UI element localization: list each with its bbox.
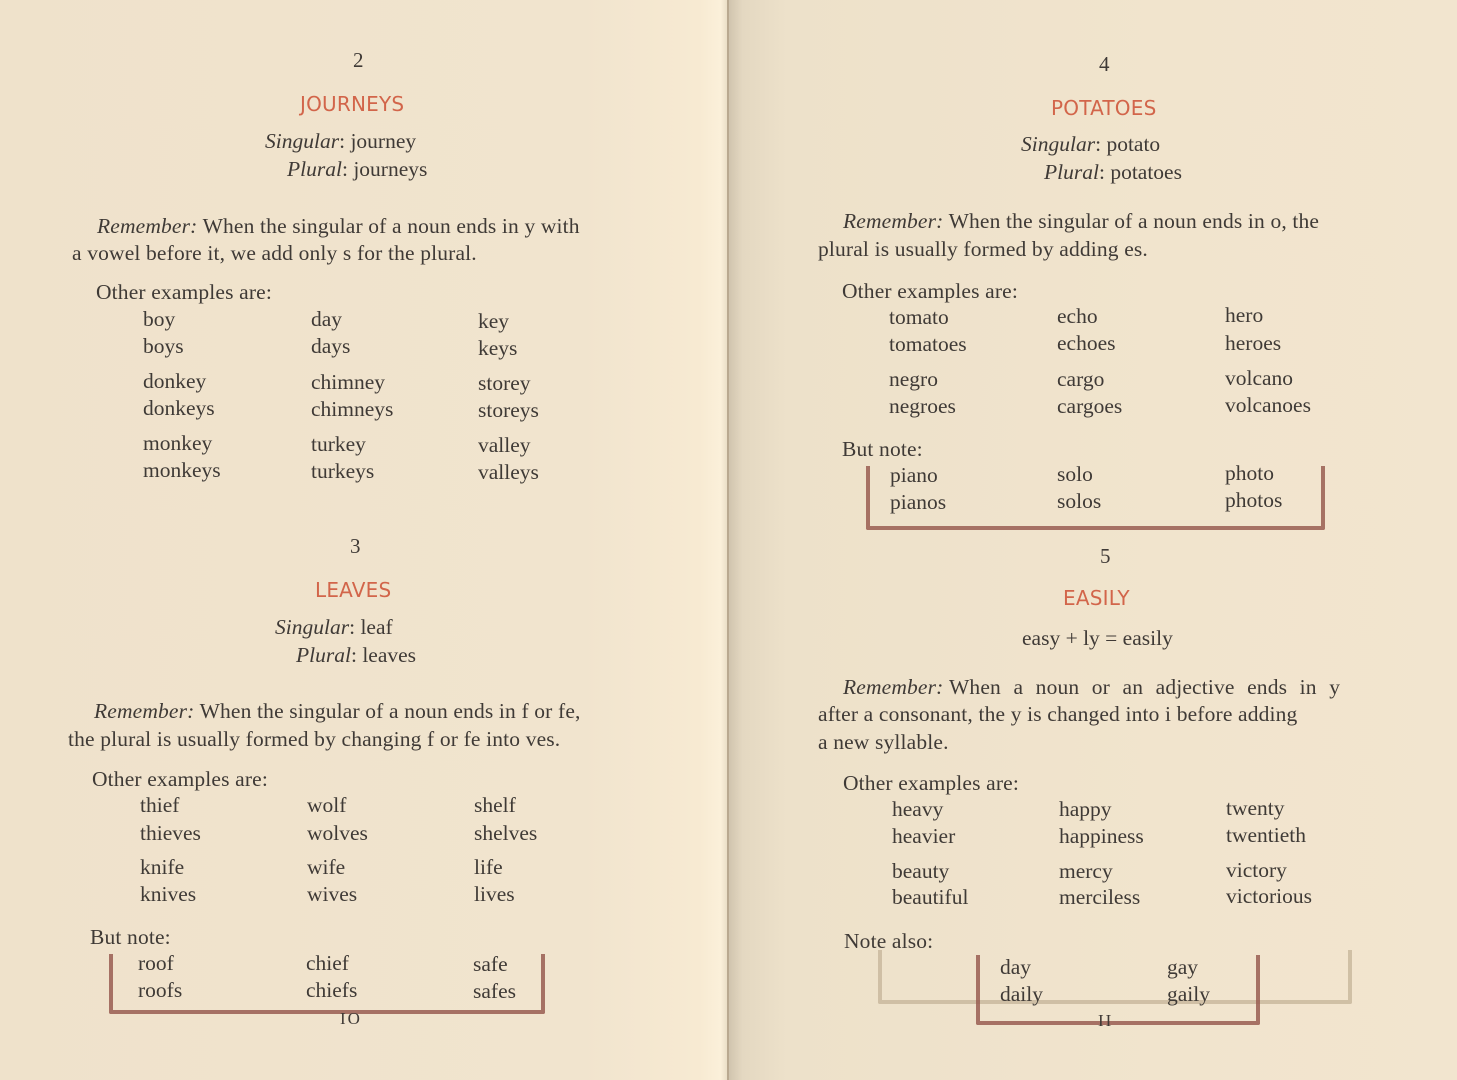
example-word: twentieth [1226,823,1307,847]
singular-line: Singular: leaf [275,615,393,639]
plural-label: Plural [1044,160,1099,184]
example-word: negroes [889,394,956,418]
examples-label: Other examples are: [96,280,272,304]
example-word: wife [307,855,346,879]
example-word: monkey [143,431,213,455]
example-word: donkeys [143,396,215,420]
singular-line: Singular: journey [265,129,417,153]
section-number: 3 [350,534,361,558]
example-word: shelf [474,793,516,817]
pen-bracket-annotation [109,954,545,1014]
example-word: lives [474,882,515,906]
section-title: JOURNEYS [300,92,405,116]
plural-label: Plural [287,157,342,181]
example-word: thief [140,793,180,817]
rule-line-1: Remember: When a noun or an adjective ends in y [843,675,1341,699]
section-number: 5 [1100,544,1111,568]
example-word: merciless [1059,885,1141,909]
example-word: keys [478,336,518,360]
example-word: volcanoes [1225,393,1311,417]
rule-line-1: Remember: When the singular of a noun ends in y with [97,214,580,238]
example-word: turkey [311,432,366,456]
remember-label: Remember: [97,214,198,238]
example-word: donkey [143,369,207,393]
example-word: knives [140,882,197,906]
note-label: But note: [842,437,923,461]
example-word: heroes [1225,331,1282,355]
example-word: beauty [892,859,950,883]
note-word: gaily [1167,982,1210,1006]
example-word: chimneys [311,397,394,421]
remember-label: Remember: [94,699,195,723]
example-word: victorious [1226,884,1312,908]
example-word: heavy [892,797,944,821]
example-word: turkeys [311,459,375,483]
note-word: roofs [138,978,183,1002]
example-word: monkeys [143,458,221,482]
rule-line-2: the plural is usually formed by changing f or fe into ves. [68,727,561,751]
note-word: photo [1225,461,1274,485]
example-word: victory [1226,858,1287,882]
rule-line-2: a vowel before it, we add only s for the plural. [72,241,477,265]
example-word: echoes [1057,331,1116,355]
singular-label: Singular [265,129,340,153]
example-word: happy [1059,797,1112,821]
note-word: day [1000,955,1032,979]
note-label: But note: [90,925,171,949]
example-word: happiness [1059,824,1144,848]
rule-line-1: Remember: When the singular of a noun ends in o, the [843,209,1320,233]
example-word: wolves [307,821,368,845]
example-word: storeys [478,398,539,422]
example-word: wives [307,882,358,906]
singular-word: potato [1106,132,1161,156]
page-folio: IO [340,1009,362,1028]
plural-line: Plural: leaves [296,643,417,667]
section-title: EASILY [1063,586,1130,610]
remember-label: Remember: [843,675,944,699]
example-word: heavier [892,824,956,848]
plural-word: journeys [353,157,428,181]
note-label: Note also: [844,929,934,953]
rule-line-2: plural is usually formed by adding es. [818,237,1148,261]
examples-label: Other examples are: [92,767,268,791]
section-title: LEAVES [315,578,392,602]
plural-label: Plural [296,643,351,667]
example-word: hero [1225,303,1264,327]
singular-line: Singular: potato [1021,132,1161,156]
example-word: shelves [474,821,538,845]
examples-label: Other examples are: [843,771,1019,795]
example-word: beautiful [892,885,969,909]
example-word: volcano [1225,366,1294,390]
note-word: solos [1057,489,1102,513]
note-word: safe [473,952,508,976]
example-word: chimney [311,370,386,394]
example-word: boy [143,307,176,331]
example-word: day [311,307,343,331]
section-title: POTATOES [1051,96,1157,120]
example-word: key [478,309,510,333]
note-word: piano [890,463,938,487]
note-word: pianos [890,490,947,514]
example-word: tomatoes [889,332,967,356]
example-word: life [474,855,503,879]
plural-word: leaves [362,643,417,667]
example-word: tomato [889,305,949,329]
note-word: roof [138,951,174,975]
note-word: daily [1000,982,1043,1006]
rule-line-1: Remember: When the singular of a noun ends in f or fe, [94,699,581,723]
note-word: photos [1225,488,1283,512]
example-word: mercy [1059,859,1113,883]
rule-line-2: after a consonant, the y is changed into i before adding [818,702,1298,726]
plural-line: Plural: potatoes [1044,160,1182,184]
example-word: twenty [1226,796,1285,820]
section-number: 2 [353,48,364,72]
singular-label: Singular [275,615,350,639]
note-word: safes [473,979,516,1003]
note-word: chiefs [306,978,358,1002]
example-word: negro [889,367,938,391]
note-word: solo [1057,462,1093,486]
example-word: days [311,334,351,358]
singular-label: Singular [1021,132,1096,156]
plural-word: potatoes [1110,160,1182,184]
example-word: valleys [478,460,539,484]
page-folio: II [1098,1011,1114,1030]
pen-bracket-annotation [976,955,1260,1025]
note-word: chief [306,951,349,975]
example-word: thieves [140,821,201,845]
example-word: boys [143,334,184,358]
rule-line-3: a new syllable. [818,730,949,754]
example-word: knife [140,855,185,879]
example-word: cargo [1057,367,1105,391]
example-word: wolf [307,793,347,817]
plural-line: Plural: journeys [287,157,428,181]
singular-word: leaf [360,615,393,639]
note-word: gay [1167,955,1199,979]
example-word: valley [478,433,531,457]
example-word: storey [478,371,531,395]
example-word: echo [1057,304,1098,328]
section-number: 4 [1099,52,1110,76]
example-word: cargoes [1057,394,1123,418]
formula: easy + ly = easily [1022,626,1173,650]
book-gutter [727,0,729,1080]
singular-word: journey [350,129,417,153]
remember-label: Remember: [843,209,944,233]
pen-bracket-annotation [866,466,1325,530]
examples-label: Other examples are: [842,279,1018,303]
